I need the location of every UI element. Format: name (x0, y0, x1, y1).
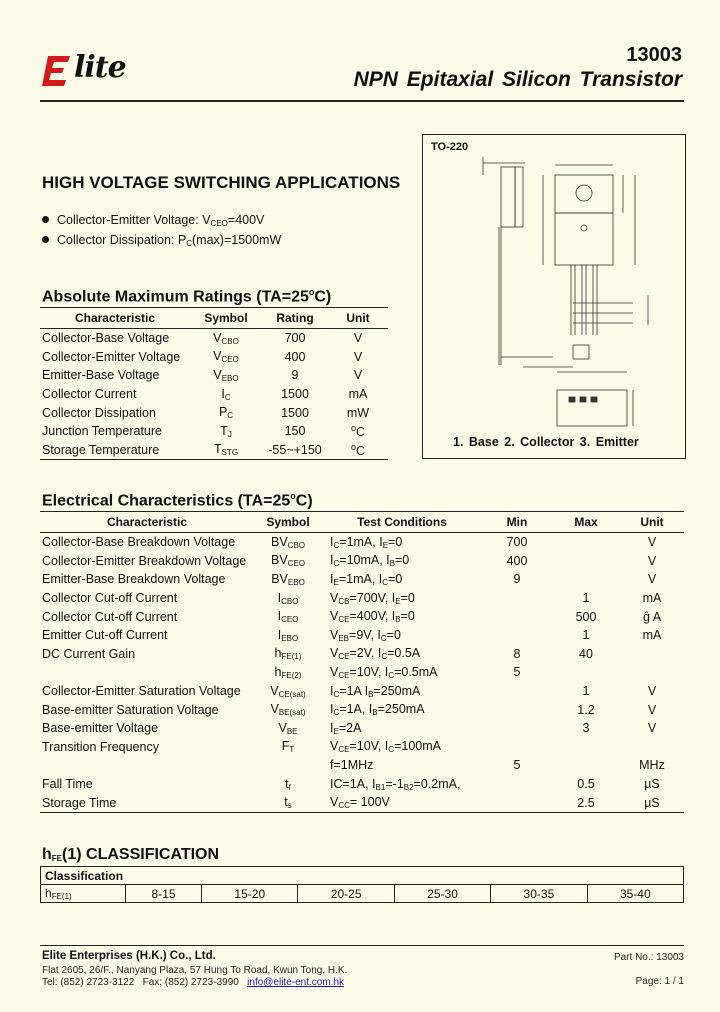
table-row (40, 663, 684, 682)
symbol-cell: $h_{FE(2)}$ (274, 664, 302, 680)
characteristic-cell: Collector Cut-off Current (42, 591, 178, 606)
symbol-cell: $I_{EBO}$ (277, 627, 299, 643)
table-row (40, 719, 684, 738)
symbol-cell: $BV_{EBO}$ (271, 571, 305, 587)
fax-number: Fax: (852) 2723-3990 (142, 977, 239, 988)
test-condition-cell: $I_E=1mA$, $I_C=0$ (330, 571, 403, 587)
max-cell: 0.5 (577, 777, 595, 792)
unit-cell: µS (620, 793, 684, 812)
max-cell (552, 756, 620, 775)
company-name: Elite Enterprises (H.K.) Co., Ltd. (42, 950, 216, 962)
min-cell (482, 607, 552, 626)
table-row (40, 589, 684, 608)
min-cell: 8 (513, 646, 521, 661)
symbol-cell: $t_s$ (254, 793, 322, 812)
test-condition-cell: IC=1A, $I_{B1}=-1_{B2}=0.2mA$, (330, 776, 461, 792)
characteristic-cell: Emitter-Base Breakdown Voltage (42, 572, 226, 587)
min-cell (482, 719, 552, 738)
min-cell (482, 700, 552, 719)
unit-cell (620, 645, 684, 664)
symbol-cell: $I_{CBO}$ (277, 590, 299, 606)
test-condition-cell: f=1MHz (330, 758, 374, 773)
range-cell: 15-20 (202, 885, 298, 903)
table-row (40, 533, 684, 552)
unit-cell: V (647, 702, 657, 717)
min-cell (482, 682, 552, 701)
max-cell: 1 (582, 628, 590, 643)
column-header: Characteristic (40, 512, 254, 533)
max-cell: 40 (579, 646, 593, 661)
symbol-cell: $V_{BE}$ (278, 720, 298, 736)
unit-cell (620, 663, 684, 682)
min-cell: 5 (513, 665, 521, 680)
table-row (40, 552, 684, 571)
column-header: Unit (328, 308, 388, 329)
max-cell (552, 552, 620, 571)
symbol-cell: $h_{FE(1)}$ (274, 646, 302, 662)
table-row: Collector Current $I_C$ 1500 mA (42, 386, 368, 402)
phone-number: Tel: (852) 2723-3122 (42, 977, 135, 988)
logo-text: lite (74, 50, 126, 85)
min-cell: 700 (506, 535, 528, 550)
unit-cell: µS (644, 777, 660, 792)
symbol-cell: $V_{BE(sat)}$ (270, 702, 306, 718)
min-cell (482, 626, 552, 645)
column-header: Rating (262, 308, 328, 329)
test-condition-cell: $V_{CE}=10V$, $I_C=0.5mA$ (330, 664, 438, 680)
abs-max-ratings-table (40, 307, 388, 460)
characteristic-cell: DC Current Gain (42, 646, 136, 661)
unit-cell: mA (642, 591, 662, 606)
column-header: Symbol (190, 308, 262, 329)
min-cell (482, 738, 552, 757)
symbol-cell (254, 756, 322, 775)
min-cell (482, 793, 552, 812)
abs-max-ratings-title: Absolute Maximum Ratings $(TA=25^oC)$ (42, 287, 332, 306)
characteristic-cell: Transition Frequency (42, 739, 159, 754)
symbol-cell: $F_T$ (281, 739, 295, 755)
classification-table (40, 866, 684, 903)
row-label: $h_{FE(1)}$ (41, 885, 126, 903)
test-condition-cell: $V_{CE}=400V$, $I_B=0$ (330, 609, 415, 625)
package-drawing-box (422, 134, 686, 459)
symbol-cell: $V_{CE(sat)}$ (270, 683, 306, 699)
unit-cell: MHz (639, 758, 665, 773)
company-address: Flat 2605, 26/F., Nanyang Plaza, 57 Hung To Road, Kwun Tong, H.K. (42, 965, 348, 976)
table-row (40, 570, 684, 589)
characteristic-cell: Fall Time (42, 777, 93, 792)
max-cell: 1 (582, 591, 590, 606)
package-title: TO-220 (431, 141, 469, 153)
test-condition-cell: $I_E=2A$ (330, 720, 362, 736)
classification-header-row (41, 867, 684, 885)
min-cell (482, 589, 552, 608)
bullet-icon (42, 236, 49, 243)
footer-part-number: Part No.: 13003 (613, 952, 684, 963)
test-condition-cell: $I_C=1A$ $I_B=250mA$ (330, 683, 421, 699)
range-cell: 20-25 (298, 885, 394, 903)
characteristic-cell: Collector-Base Breakdown Voltage (42, 535, 236, 550)
characteristic-cell (40, 663, 254, 682)
column-header: Test Conditions (322, 512, 482, 533)
to220-package-drawing-icon (423, 135, 685, 435)
elite-e-mark-icon (42, 52, 72, 88)
applications-heading: HIGH VOLTAGE SWITCHING APPLICATIONS (42, 173, 401, 192)
table-row (40, 775, 684, 794)
max-cell (552, 663, 620, 682)
column-header: Min (482, 512, 552, 533)
max-cell: 1.2 (577, 702, 595, 717)
unit-cell (620, 738, 684, 757)
table-header-row (40, 308, 388, 329)
pin-caption: 1. Base 2. Collector 3. Emitter (453, 435, 639, 449)
symbol-cell: $BV_{CBO}$ (270, 534, 306, 550)
symbol-cell: $I_{CEO}$ (277, 609, 299, 625)
max-cell: 1 (582, 684, 590, 699)
table-row (40, 607, 684, 626)
test-condition-cell: $I_C=10mA$, $I_B=0$ (330, 553, 410, 569)
test-condition-cell: $I_C=1A$, $I_B=250mA$ (330, 702, 425, 718)
max-cell (552, 533, 620, 552)
unit-cell: V (647, 721, 657, 736)
max-cell: 500 (575, 609, 597, 624)
column-header: Symbol (254, 512, 322, 533)
symbol-cell: $BV_{CEO}$ (270, 553, 306, 569)
range-cell: 30-35 (491, 885, 587, 903)
table-row: Collector-Emitter Voltage $V_{CEO}$ 400 V (42, 349, 363, 365)
elite-logo (40, 48, 150, 96)
test-condition-cell: $V_{CE}=10V$, $I_C=100mA$ (330, 739, 441, 755)
test-condition-cell: $V_{EB}=9V$, $I_C=0$ (330, 627, 401, 643)
max-cell (552, 570, 620, 589)
part-number: 13003 (626, 44, 682, 66)
characteristic-cell: Base-emitter Voltage (42, 721, 159, 736)
column-header: Unit (620, 512, 684, 533)
header-divider (40, 100, 684, 102)
page-number: Page: 1 / 1 (635, 976, 684, 987)
min-cell (482, 775, 552, 794)
characteristic-cell: Base-emitter Saturation Voltage (42, 702, 219, 717)
unit-cell: V (647, 684, 657, 699)
table-row (40, 626, 684, 645)
range-cell: 25-30 (394, 885, 490, 903)
column-header: Max (552, 512, 620, 533)
table-row (40, 682, 684, 701)
classification-title: $h_{FE}(1)$ CLASSIFICATION (42, 846, 220, 863)
symbol-cell: $t_f$ (285, 776, 291, 792)
test-condition-cell: $V_{CC}= 100V$ (322, 793, 482, 812)
column-header: Characteristic (40, 308, 190, 329)
characteristic-cell: Collector-Emitter Breakdown Voltage (42, 553, 247, 568)
characteristic-cell (40, 756, 254, 775)
table-row (40, 793, 684, 812)
table-row: Storage Temperature $T_{STG}$ -55~+150 $^o$C (40, 441, 388, 460)
table-row (40, 756, 684, 775)
min-cell: 9 (513, 572, 521, 587)
unit-cell: V (647, 553, 657, 568)
document-subtitle: NPN Epitaxial Silicon Transistor (353, 68, 682, 91)
test-condition-cell: $V_{CE}=2V$, $I_C=0.5A$ (330, 646, 421, 662)
test-condition-cell: $I_C=1mA$, $I_E=0$ (330, 534, 403, 550)
bullet-icon (42, 216, 49, 223)
table-row: Junction Temperature $T_J$ 150 $^o$C (42, 423, 366, 440)
characteristic-cell: Emitter Cut-off Current (42, 628, 168, 643)
test-condition-cell: $V_{CB}=700V$, $I_E=0$ (330, 590, 415, 606)
classification-label: Classification (41, 867, 684, 885)
feature-item: Collector-Emitter Voltage: $V_{CEO}=400V$ (42, 213, 281, 233)
table-row: Emitter-Base Voltage $V_{EBO}$ 9 V (42, 367, 363, 383)
characteristic-cell: Collector Cut-off Current (42, 609, 178, 624)
footer-divider (40, 945, 684, 946)
characteristic-cell: Collector-Emitter Saturation Voltage (42, 684, 241, 699)
min-cell: 5 (513, 758, 521, 773)
unit-cell: V (647, 572, 657, 587)
classification-values-row (41, 885, 684, 903)
range-cell: 8-15 (126, 885, 202, 903)
min-cell: 400 (506, 553, 528, 568)
table-header-row (40, 512, 684, 533)
unit-cell: mA (642, 628, 662, 643)
company-contact (42, 977, 344, 988)
unit-cell: ĝ A (642, 609, 662, 624)
table-row: Collector Dissipation $P_C$ 1500 mW (42, 405, 370, 421)
feature-list (42, 213, 281, 253)
table-row (40, 645, 684, 664)
table-row (40, 700, 684, 719)
table-row: Collector-Base Voltage $V_{CBO}$ 700 V (42, 330, 363, 346)
max-cell (552, 738, 620, 757)
table-row (40, 738, 684, 757)
characteristic-cell: Storage Time (40, 793, 254, 812)
unit-cell: V (647, 535, 657, 550)
max-cell: 2.5 (552, 793, 620, 812)
range-cell: 35-40 (587, 885, 683, 903)
max-cell: 3 (582, 721, 590, 736)
email-link[interactable]: info@elite-ent.com.hk (247, 977, 345, 988)
electrical-characteristics-title: Electrical Characteristics $(TA=25^oC)$ (42, 491, 313, 510)
feature-item: Collector Dissipation: $P_C(\max)=1500mW$ (42, 233, 281, 253)
electrical-characteristics-table (40, 511, 684, 813)
